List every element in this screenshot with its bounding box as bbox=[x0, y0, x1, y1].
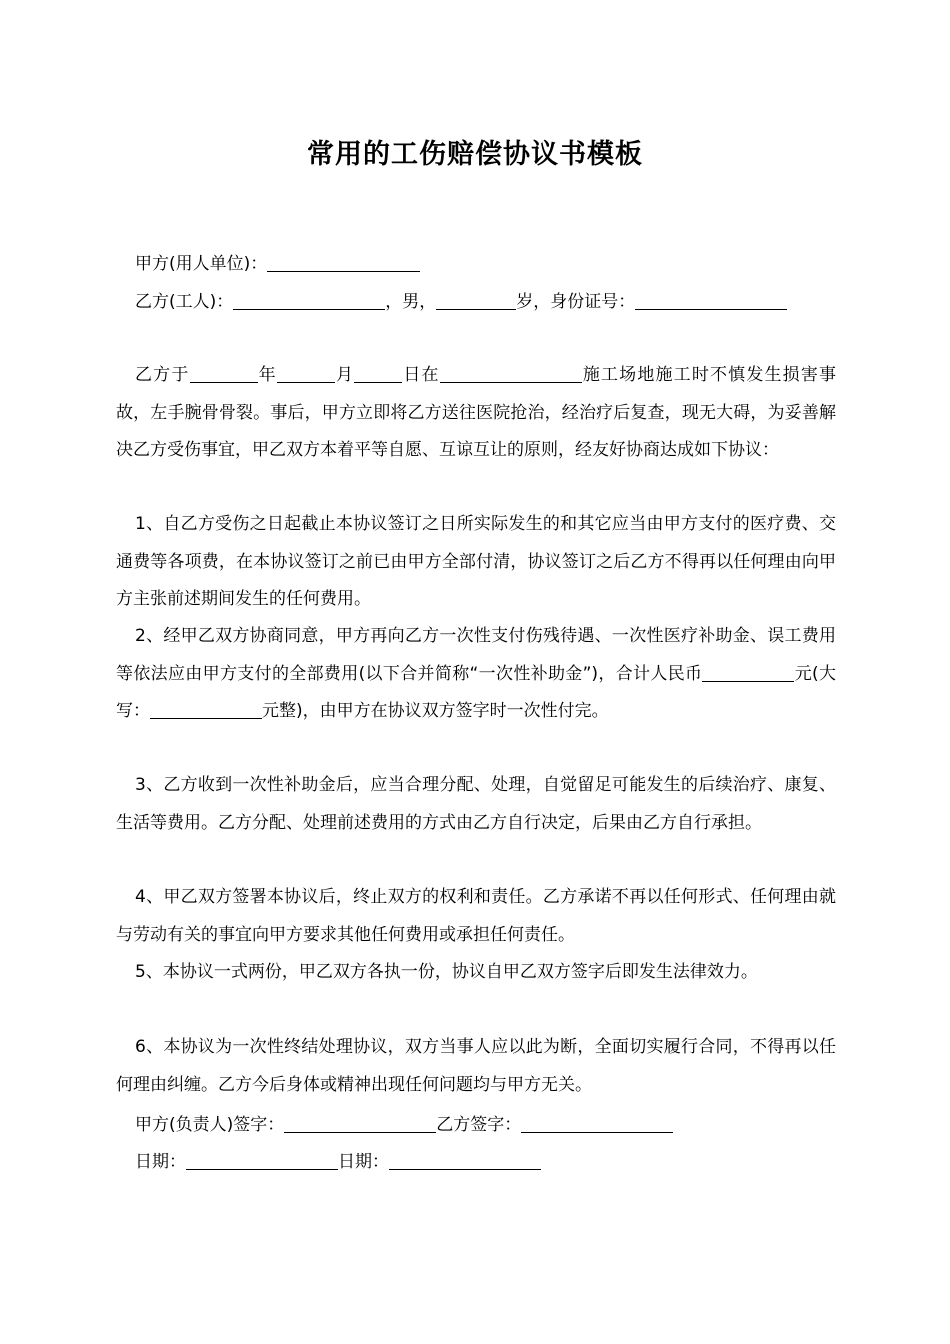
party-b-date-blank bbox=[389, 1152, 541, 1170]
intro-text-1: 乙方于 bbox=[135, 365, 190, 385]
intro-text-5: 施工场地施工时不慎发生损害事故，左手腕骨骨裂。事后，甲方立即将乙方送往医院抢治，经治疗后复查，现无大碍，为妥善解决乙方受伤事宜，甲乙双方本着平等自愿、互谅互让的原则，经友好协商达成如下协议： bbox=[116, 365, 837, 460]
intro-location-blank bbox=[440, 365, 582, 383]
party-a-line bbox=[135, 254, 420, 274]
clause-2-text-1: 2、经甲乙双方协商同意，甲方再向乙方一次性支付伤残待遇、一次性医疗补助金、误工费用等依法应由甲方支付的全部费用(以下合并简称“一次性补助金”)，合计人民币 bbox=[116, 626, 836, 684]
intro-month-blank bbox=[277, 365, 335, 383]
party-b-line bbox=[135, 292, 787, 312]
party-b-sign-blank bbox=[521, 1115, 673, 1133]
intro-text-4: 日在 bbox=[402, 365, 440, 385]
intro-text-2: 年 bbox=[257, 365, 277, 385]
party-a-date-label: 日期： bbox=[135, 1152, 186, 1172]
clause-2-amount-blank bbox=[702, 664, 794, 682]
party-b-label: 乙方(工人)： bbox=[135, 292, 234, 312]
clause-2 bbox=[116, 618, 836, 731]
clause-1: 1、自乙方受伤之日起截止本协议签订之日所实际发生的和其它应当由甲方支付的医疗费、交通费等各项费，在本协议签订之前已由甲方全部付清，协议签订之后乙方不得再以任何理由向甲方主张前述期间发生的任何费用。 bbox=[116, 514, 836, 609]
clause-6: 6、本协议为一次性终结处理协议，双方当事人应以此为断，全面切实履行合同，不得再以任何理由纠缠。乙方今后身体或精神出现任何问题均与甲方无关。 bbox=[116, 1037, 836, 1095]
date-line bbox=[135, 1152, 541, 1172]
party-a-sign-blank bbox=[284, 1115, 436, 1133]
party-b-name-blank bbox=[233, 292, 385, 310]
party-a-label: 甲方(用人单位)： bbox=[135, 254, 268, 274]
document-title: 常用的工伤赔偿协议书模板 bbox=[307, 139, 643, 170]
party-b-age-blank bbox=[436, 292, 516, 310]
intro-day-blank bbox=[354, 365, 402, 383]
clause-5: 5、本协议一式两份，甲乙双方各执一份，协议自甲乙双方签字后即发生法律效力。 bbox=[135, 962, 758, 982]
party-a-blank bbox=[267, 254, 420, 272]
signature-line bbox=[135, 1115, 673, 1135]
party-a-sign-label: 甲方(负责人)签字： bbox=[135, 1115, 285, 1135]
party-b-date-label: 日期： bbox=[338, 1152, 389, 1172]
intro-year-blank bbox=[190, 365, 258, 383]
clause-2-text-2: 元(大写： bbox=[116, 663, 836, 721]
intro-text-3: 月 bbox=[334, 365, 355, 385]
clause-2-text-3: 元整)，由甲方在协议双方签字时一次性付完。 bbox=[262, 701, 609, 721]
clause-4: 4、甲乙双方签署本协议后，终止双方的权利和责任。乙方承诺不再以任何形式、任何理由就与劳动有关的事宜向甲方要求其他任何费用或承担任何责任。 bbox=[116, 887, 836, 945]
intro-paragraph bbox=[116, 357, 836, 470]
party-b-age-id-label: 岁，身份证号： bbox=[516, 292, 636, 312]
party-b-sign-label: 乙方签字： bbox=[436, 1115, 522, 1135]
clause-3: 3、乙方收到一次性补助金后，应当合理分配、处理，自觉留足可能发生的后续治疗、康复、生活等费用。乙方分配、处理前述费用的方式由乙方自行决定，后果由乙方自行承担。 bbox=[116, 775, 836, 833]
party-b-id-blank bbox=[635, 292, 787, 310]
party-a-date-blank bbox=[186, 1152, 338, 1170]
party-b-gender: ，男， bbox=[385, 292, 437, 312]
clause-2-amount-words-blank bbox=[150, 701, 262, 719]
